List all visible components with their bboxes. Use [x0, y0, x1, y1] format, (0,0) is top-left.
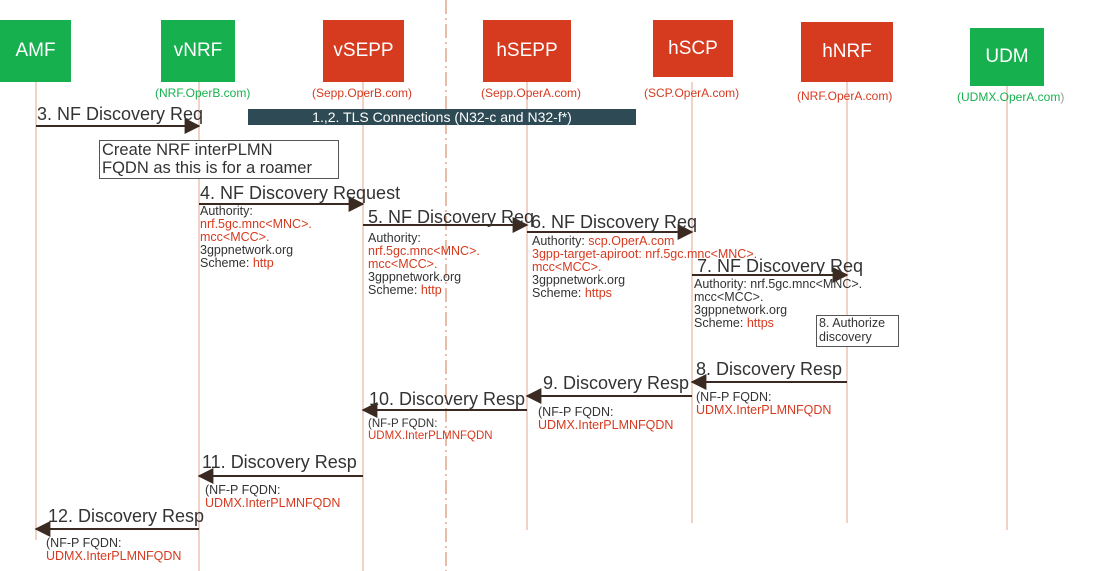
node-amf — [0, 20, 71, 82]
message-4-label: 4. NF Discovery Request — [200, 183, 401, 203]
note-authorize-line1: 8. Authorize — [819, 316, 886, 330]
message-5-label: 5. NF Discovery Req — [368, 207, 535, 227]
note-create-fqdn-line1: Create NRF interPLMN — [102, 141, 273, 159]
annotation-6-domain: 3gppnetwork.org — [532, 273, 626, 287]
annotation-10-value: UDMX.InterPLMNFQDN — [368, 430, 493, 442]
annotation-4 — [200, 205, 312, 270]
node-vnrf-fqdn: (NRF.OperB.com) — [155, 86, 251, 100]
annotation-7-line1: Authority: nrf.5gc.mnc<MNC>. — [694, 277, 863, 291]
annotation-7 — [694, 278, 862, 330]
message-8-label: 8. Discovery Resp — [696, 359, 843, 379]
annotation-4-scheme-key: Scheme: — [200, 256, 250, 270]
message-6-label: 6. NF Discovery Req — [531, 212, 698, 232]
annotation-5-scheme: http — [420, 283, 442, 297]
node-udm-fqdn-main: (UDMX.OperA.com — [957, 90, 1061, 104]
annotation-11-value: UDMX.InterPLMNFQDN — [205, 496, 341, 510]
annotation-5-fqdn2: mcc<MCC>. — [368, 257, 438, 271]
annotation-7-scheme: https — [746, 316, 774, 330]
node-udm-fqdn-tail: ) — [1060, 90, 1065, 104]
node-hnrf-fqdn: (NRF.OperA.com) — [797, 89, 893, 103]
annotation-7-line2: mcc<MCC>. — [694, 290, 764, 304]
annotation-11 — [205, 484, 340, 510]
node-udm — [970, 28, 1044, 86]
message-11-label: 11. Discovery Resp — [202, 452, 357, 472]
message-12-label: 12. Discovery Resp — [48, 506, 205, 526]
message-3-label: 3. NF Discovery Req — [37, 104, 204, 124]
node-vnrf — [161, 20, 235, 82]
node-vnrf-label: vNRF — [173, 40, 223, 61]
annotation-11-key: (NF-P FQDN: — [205, 483, 281, 497]
annotation-6-scheme-key: Scheme: — [532, 286, 582, 300]
annotation-4-scheme: http — [252, 256, 274, 270]
annotation-5-scheme-key: Scheme: — [368, 283, 418, 297]
annotation-12-value: UDMX.InterPLMNFQDN — [46, 549, 182, 563]
annotation-12 — [46, 537, 181, 563]
annotation-4-authority-key: Authority: — [200, 204, 253, 218]
note-create-fqdn — [99, 140, 339, 179]
note-create-fqdn-line2: FQDN as this is for a roamer — [102, 159, 312, 177]
message-10-label: 10. Discovery Resp — [369, 389, 526, 409]
node-hscp-label: hSCP — [668, 37, 718, 59]
node-hnrf-label: hNRF — [822, 41, 872, 62]
message-7-label: 7. NF Discovery Req — [697, 256, 864, 276]
node-hsepp-label: hSEPP — [496, 40, 558, 61]
node-amf-label: AMF — [15, 40, 56, 61]
node-hnrf — [801, 22, 893, 82]
node-hscp-fqdn: (SCP.OperA.com) — [644, 86, 740, 100]
annotation-8-key: (NF-P FQDN: — [696, 390, 772, 404]
annotation-4-domain: 3gppnetwork.org — [200, 243, 294, 257]
note-authorize-line2: discovery — [819, 330, 872, 344]
node-hsepp — [483, 20, 571, 82]
annotation-5 — [368, 232, 480, 297]
message-9-label: 9. Discovery Resp — [543, 373, 690, 393]
node-udm-fqdn — [957, 90, 1064, 104]
annotation-6-scheme: https — [584, 286, 612, 300]
node-hsepp-fqdn: (Sepp.OperA.com) — [481, 86, 582, 100]
annotation-12-key: (NF-P FQDN: — [46, 536, 122, 550]
annotation-6-apiroot2: mcc<MCC>. — [532, 260, 602, 274]
annotation-10-key: (NF-P FQDN: — [368, 418, 438, 430]
annotation-10 — [368, 418, 493, 442]
annotation-6-authority-key: Authority: — [532, 234, 585, 248]
annotation-9-key: (NF-P FQDN: — [538, 405, 614, 419]
annotation-7-line3: 3gppnetwork.org — [694, 303, 788, 317]
annotation-5-domain: 3gppnetwork.org — [368, 270, 462, 284]
node-vsepp-label: vSEPP — [333, 40, 394, 61]
node-vsepp — [323, 20, 404, 82]
annotation-4-fqdn2: mcc<MCC>. — [200, 230, 270, 244]
annotation-9 — [538, 406, 673, 432]
tls-connections-label: 1.,2. TLS Connections (N32-c and N32-f*) — [312, 109, 572, 125]
annotation-8-value: UDMX.InterPLMNFQDN — [696, 403, 832, 417]
node-vsepp-fqdn: (Sepp.OperB.com) — [312, 86, 413, 100]
annotation-5-authority-key: Authority: — [368, 231, 421, 245]
annotation-5-fqdn1: nrf.5gc.mnc<MNC>. — [368, 244, 480, 258]
annotation-6-apiroot1: 3gpp-target-apiroot: nrf.5gc.mnc<MNC>. — [532, 247, 758, 261]
annotation-6-authority: scp.OperA.com — [588, 234, 675, 248]
node-udm-label: UDM — [985, 46, 1029, 67]
annotation-4-fqdn1: nrf.5gc.mnc<MNC>. — [200, 217, 312, 231]
annotation-7-scheme-key: Scheme: — [694, 316, 744, 330]
annotation-8 — [696, 391, 831, 417]
annotation-9-value: UDMX.InterPLMNFQDN — [538, 418, 674, 432]
tls-connections-bar — [248, 109, 636, 125]
node-hscp — [653, 20, 733, 77]
